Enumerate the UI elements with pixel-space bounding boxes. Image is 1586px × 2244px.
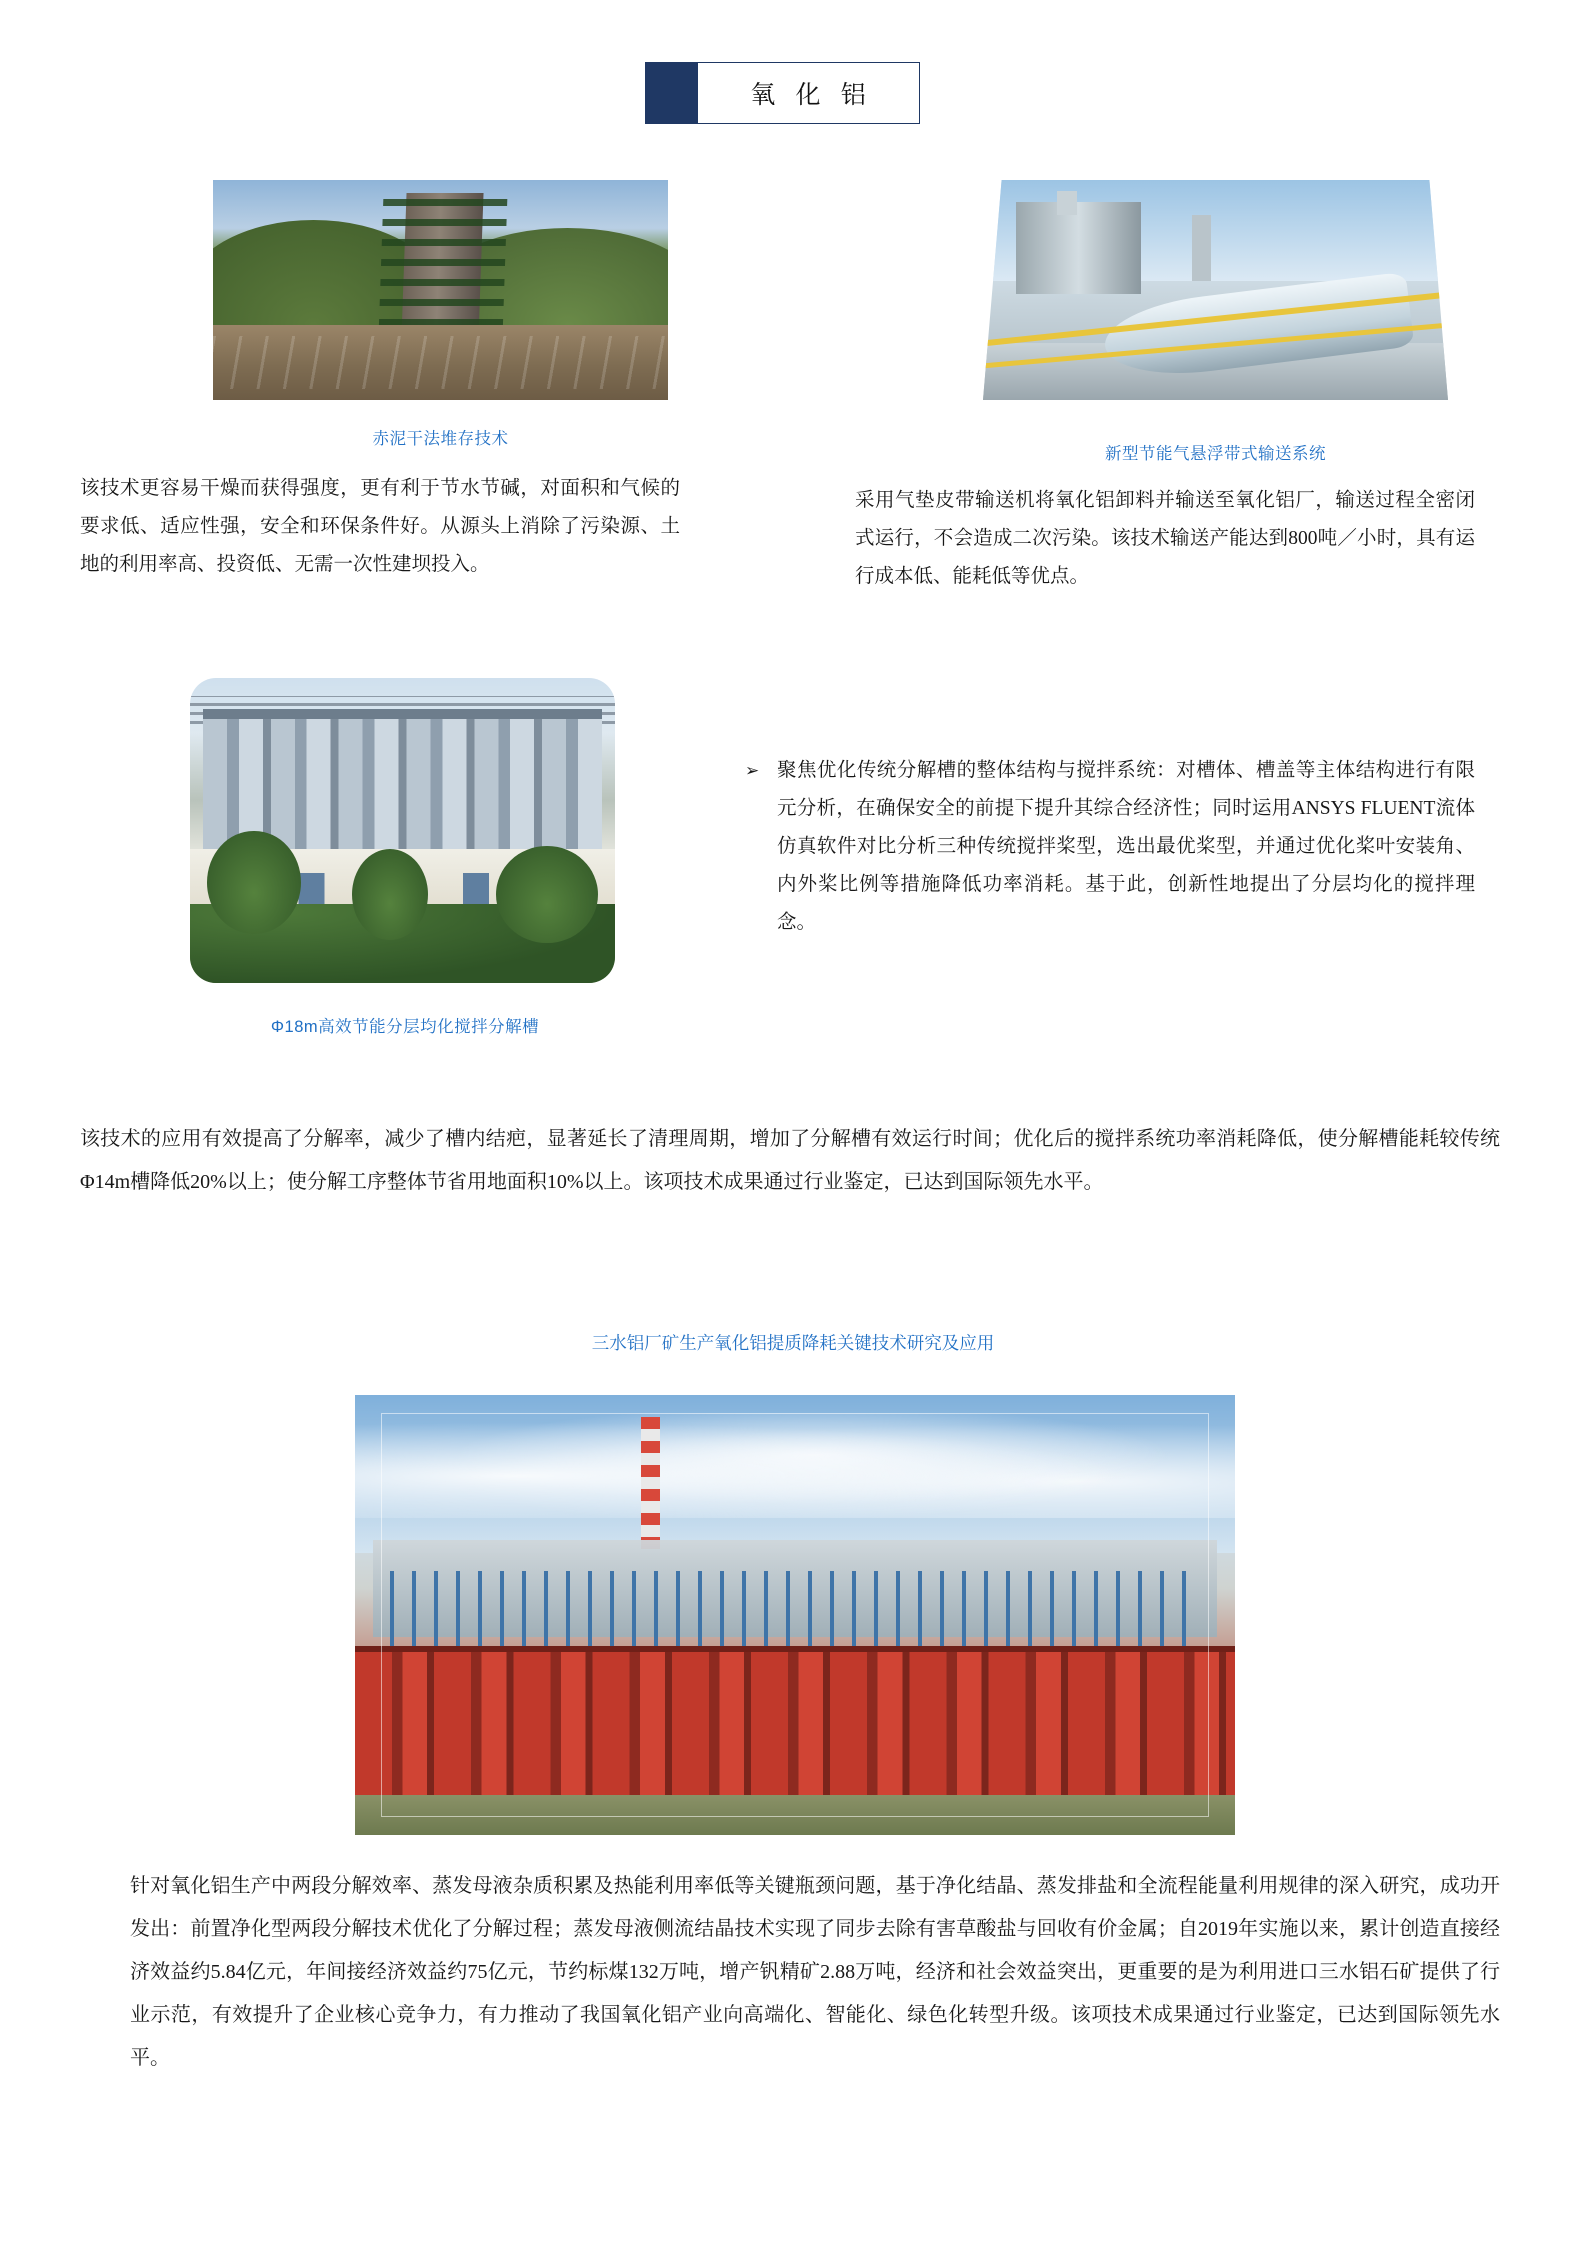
title-accent-block (646, 63, 698, 123)
tree-shape (207, 831, 301, 935)
tank-result-paragraph: 该技术的应用有效提高了分解率，减少了槽内结疤，显著延长了清理周期，增加了分解槽有效运行时间；优化后的搅拌系统功率消耗降低，使分解槽能耗较传统Φ14m槽降低20%以上；使分解工序整体节省用地面积10%以上。该项技术成果通过行业鉴定，已达到国际领先水平。 (80, 1128, 1500, 1193)
section-heading-2: 三水铝厂矿生产氧化铝提质降耗关键技术研究及应用 (591, 1333, 995, 1353)
stack-shape (1192, 215, 1211, 281)
red-mud-paragraph: 该技术更容易干燥而获得强度，更有利于节水节碱，对面积和气候的要求低、适应性强，安全和环保条件好。从源头上消除了污染源、土地的利用率高、投资低、无需一次性建坝投入。 (80, 478, 680, 575)
tree-shape (352, 849, 429, 941)
tank-caption: Φ18m高效节能分层均化搅拌分解槽 (270, 1018, 540, 1036)
red-mud-caption: 赤泥干法堆存技术 (372, 430, 509, 448)
stacking-structure-shape (402, 193, 484, 338)
conveyor-paragraph: 采用气垫皮带输送机将氧化铝卸料并输送至氧化铝厂，输送过程全密闭式运行，不会造成二次污染。该技术输送产能达到800吨／小时，具有运行成本低、能耗低等优点。 (855, 490, 1475, 587)
belt-conveyor-photo (983, 180, 1448, 400)
plant-paragraph: 针对氧化铝生产中两段分解效率、蒸发母液杂质积累及热能利用率低等关键瓶颈问题，基于净化结晶、蒸发排盐和全流程能量利用规律的深入研究，成功开发出：前置净化型两段分解技术优化了分解过程；蒸发母液侧流结晶技术实现了同步去除有害草酸盐与回收有价金属；自2019年实施以来，累计创造直接经济效益约5.84亿元，年间接经济效益约75亿元，节约标煤132万吨，增产钒精矿2.88万吨，经济和社会效益突出，更重要的是为利用进口三水铝石矿提供了行业示范，有效提升了企业核心竞争力，有力推动了我国氧化铝产业向高端化、智能化、绿色化转型升级。该项技术成果通过行业鉴定，已达到国际领先水平。 (130, 1875, 1500, 2069)
decomposition-tank-photo (190, 678, 615, 983)
plant-building-shape (1016, 202, 1142, 294)
red-mud-dry-stacking-photo (213, 180, 668, 400)
tree-shape (496, 846, 598, 944)
page-title: 氧 化 铝 (750, 82, 873, 109)
bullet-arrow-icon: ➢ (745, 761, 760, 780)
tank-bullet-item (745, 752, 1475, 942)
page-title-badge (645, 62, 920, 124)
photo-frame-outline (381, 1413, 1208, 1818)
conveyor-caption: 新型节能气悬浮带式输送系统 (1105, 445, 1326, 463)
alumina-plant-photo (355, 1395, 1235, 1835)
red-mud-ground-shape (213, 325, 668, 400)
tank-bullet-text: 聚焦优化传统分解槽的整体结构与搅拌系统：对槽体、槽盖等主体结构进行有限元分析，在确保安全的前提下提升其综合经济性；同时运用ANSYS FLUENT流体仿真软件对比分析三种传统搅拌桨型，选出最优桨型，并通过优化桨叶安装角、内外桨比例等措施降低功率消耗。基于此，创新性地提出了分层均化的搅拌理念。 (777, 760, 1475, 933)
